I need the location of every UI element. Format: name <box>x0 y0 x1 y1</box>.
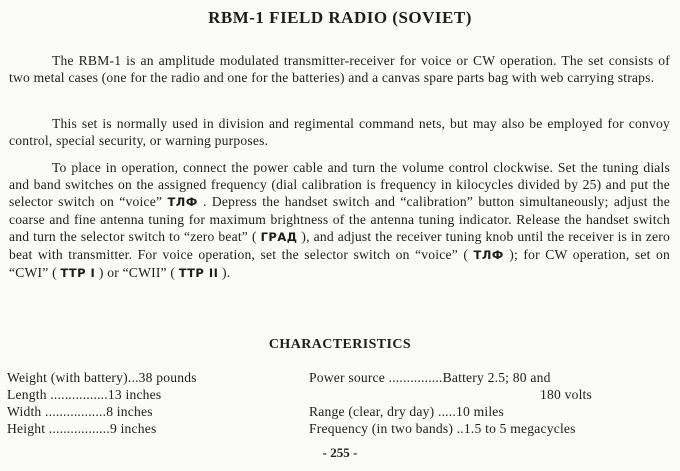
spec-power-source-cont: 180 volts <box>540 387 593 402</box>
cyrillic-voice-label: ТЛФ <box>473 248 504 262</box>
operation-text: ) or “CWII” ( <box>95 265 179 280</box>
characteristics-heading: CHARACTERISTICS <box>268 337 412 352</box>
operation-paragraph <box>9 159 670 282</box>
cyrillic-cw2-label: ТТР II <box>178 266 219 280</box>
cyrillic-voice-label: ТЛФ <box>167 195 198 209</box>
page-number: - 255 - <box>322 445 358 460</box>
operation-text: . Depress the handset switch and “calibration” button simultaneously; adjust the coarse and fine antenna tuning for maximum brightness of the antenna tuning indicator. Release the handset switch and turn the selector switch to “zero beat” ( <box>9 194 671 244</box>
spec-weight: Weight (with battery)...38 pounds <box>7 370 197 385</box>
spec-power-source: Power source ...............Battery 2.5; 80 and <box>309 370 551 385</box>
spec-range: Range (clear, dry day) .....10 miles <box>309 404 505 419</box>
operation-text: ), and adjust the receiver tuning knob until the receiver is in zero beat with transmitter. For voice operation, set the selector switch on “voice” ( <box>9 229 670 262</box>
spec-length: Length ................13 inches <box>7 387 162 402</box>
spec-width: Width .................8 inches <box>7 404 153 419</box>
page-title: RBM-1 FIELD RADIO (SOVIET) <box>208 8 472 27</box>
operation-text: ); for CW operation, set on “CWI” ( <box>9 247 670 280</box>
intro-paragraph: The RBM-1 is an amplitude modulated transmitter-receiver for voice or CW operation. The set consists of two metal cases (one for the radio and one for the batteries) and a canvas spare parts bag with web carrying straps. <box>9 53 670 85</box>
spec-height: Height .................9 inches <box>7 421 157 436</box>
cyrillic-zero-beat-label: ГРАД <box>260 230 298 244</box>
usage-paragraph: This set is normally used in division and regimental command nets, but may also be employed for convoy control, special security, or warning purposes. <box>9 116 670 148</box>
operation-text: ). <box>218 265 231 280</box>
operation-text: To place in operation, connect the power cable and turn the volume control clockwise. Set the tuning dials and band switches on the assigned frequency (dial calibration is frequency in kilocycles divided by 25) and put the selector switch on “voice” <box>9 160 670 209</box>
spec-frequency: Frequency (in two bands) ..1.5 to 5 megacycles <box>309 421 576 436</box>
cyrillic-cw1-label: ТТР I <box>60 266 96 280</box>
